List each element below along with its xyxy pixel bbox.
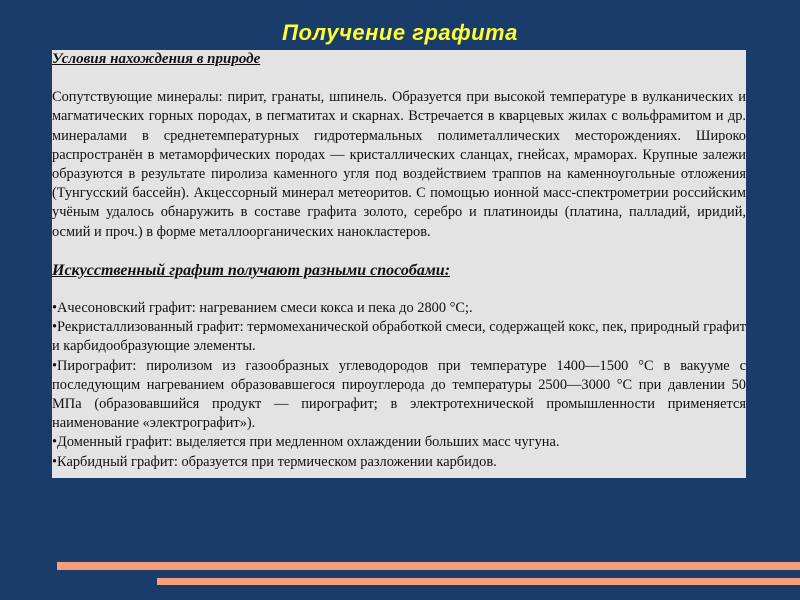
- list-item: •Пирографит: пиролизом из газообразных углеводородов при температуре 1400—1500 °C в вакууме с последующим нагреванием образовавшегося пироуглерода до температуры 2500—3000 °C при давлении 50 МПа (образовавшийся продукт — пирографит; в электротехнической промышленности применяется наименование «электрографит»).: [52, 357, 746, 432]
- list-item: •Ачесоновский графит: нагреванием смеси кокса и пека до 2800 °C;.: [52, 300, 473, 317]
- list-item: •Доменный графит: выделяется при медленном охлаждении больших масс чугуна.: [52, 434, 560, 451]
- list-item: •Карбидный графит: образуется при термическом разложении карбидов.: [52, 453, 497, 470]
- content-box: [52, 50, 746, 478]
- spacer: [52, 242, 746, 261]
- slide-title: Получение графита: [282, 20, 518, 45]
- accent-bar-top: [57, 562, 800, 570]
- spacer: [52, 280, 746, 299]
- list-item: •Рекристаллизованный графит: термомеханической обработкой смеси, содержащей кокс, пек, природный графит и карбидообразующие элементы.: [52, 319, 746, 355]
- spacer: [52, 69, 746, 88]
- section-heading-nature: Условия нахождения в природе: [52, 51, 261, 67]
- accent-bar-bottom: [157, 578, 800, 585]
- section-heading-artificial: Искусственный графит получают разными способами:: [52, 261, 451, 279]
- nature-paragraph: Сопутствующие минералы: пирит, гранаты, шпинель. Образуется при высокой температуре в вулканических и магматических горных породах, в пегматитах и скарнах. Встречается в кварцевых жилах с вольфрамитом и др. минералами в среднетемпературных гидротермальных полиметаллических месторождениях. Широко распространён в метаморфических породах — кристаллических сланцах, гнейсах, мраморах. Крупные залежи образуются в результате пиролиза каменного угля под воздействием траппов на каменноугольные отложения (Тунгусский бассейн). Акцессорный минерал метеоритов. С помощью ионной масс-спектрометрии российским учёным удалось обнаружить в составе графита золото, серебро и платиноиды (платина, палладий, иридий, осмий и проч.) в форме металлоорганических нанокластеров.: [52, 89, 746, 240]
